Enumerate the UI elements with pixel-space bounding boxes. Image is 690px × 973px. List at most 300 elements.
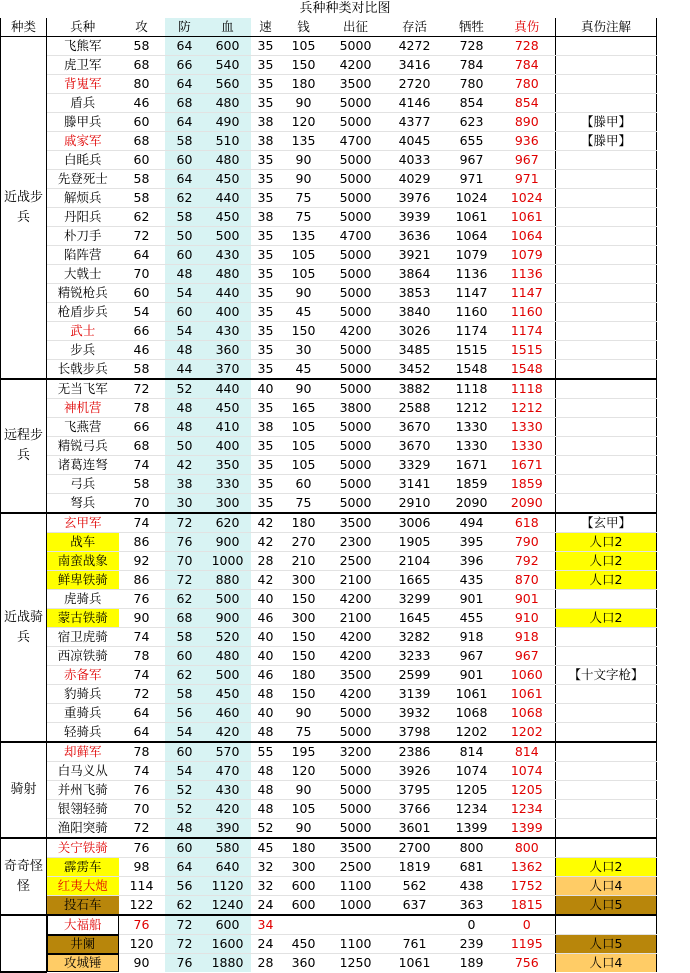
deploy-cell: 3500 — [327, 75, 385, 94]
note-cell — [556, 189, 657, 208]
hp-cell: 300 — [205, 494, 251, 514]
unit-name-cell: 轻骑兵 — [47, 723, 119, 743]
speed-cell: 40 — [251, 628, 281, 647]
cost-cell: 135 — [281, 132, 327, 151]
cost-cell: 90 — [281, 781, 327, 800]
defense-cell: 62 — [165, 590, 205, 609]
true-damage-cell: 1205 — [499, 781, 556, 800]
true-damage-cell: 756 — [514, 955, 539, 970]
note-cell: 人口2 — [556, 609, 657, 628]
defense-cell: 58 — [165, 685, 205, 704]
deploy-cell: 5000 — [327, 189, 385, 208]
table-row — [1, 227, 657, 246]
speed-cell: 38 — [251, 132, 281, 151]
true-damage-cell: 1064 — [499, 227, 556, 246]
note-cell — [556, 762, 657, 781]
speed-cell: 35 — [251, 56, 281, 75]
cost-cell: 90 — [281, 151, 327, 170]
attack-cell: 72 — [119, 819, 165, 839]
sacrifice-cell: 780 — [445, 75, 499, 94]
cost-cell: 105 — [281, 265, 327, 284]
note-cell — [556, 246, 657, 265]
true-damage-cell: 1202 — [499, 723, 556, 743]
table-row — [1, 246, 657, 265]
defense-cell: 50 — [165, 437, 205, 456]
cost-cell: 120 — [281, 113, 327, 132]
sacrifice-cell: 971 — [445, 170, 499, 189]
category-cell: 奇奇怪怪 — [1, 838, 47, 915]
survive-cell: 2386 — [385, 742, 445, 762]
speed-cell: 35 — [251, 189, 281, 208]
attack-cell: 74 — [119, 666, 165, 685]
defense-cell: 64 — [165, 37, 205, 56]
cost-cell: 300 — [281, 858, 327, 877]
true-damage-cell: 1174 — [499, 322, 556, 341]
unit-name-cell: 盾兵 — [47, 94, 119, 113]
defense-cell: 76 — [165, 954, 205, 973]
attack-cell: 46 — [119, 341, 165, 360]
unit-name-cell: 渔阳突骑 — [47, 819, 119, 839]
defense-cell: 76 — [165, 533, 205, 552]
sacrifice-cell: 1859 — [445, 475, 499, 494]
defense-cell: 54 — [165, 762, 205, 781]
deploy-cell: 5000 — [327, 418, 385, 437]
hp-cell: 430 — [205, 781, 251, 800]
survive-cell: 3798 — [385, 723, 445, 743]
deploy-cell: 5000 — [327, 704, 385, 723]
cost-cell: 180 — [281, 75, 327, 94]
defense-cell: 68 — [165, 609, 205, 628]
deploy-cell: 4200 — [327, 322, 385, 341]
defense-cell: 72 — [165, 915, 205, 935]
unit-name-cell: 背嵬军 — [47, 75, 119, 94]
sacrifice-cell: 435 — [445, 571, 499, 590]
note-cell — [556, 647, 657, 666]
unit-name-cell: 弩兵 — [47, 494, 119, 514]
table-row — [1, 75, 657, 94]
table-row — [1, 666, 657, 685]
sacrifice-cell: 1174 — [445, 322, 499, 341]
deploy-cell: 5000 — [327, 94, 385, 113]
attack-cell: 64 — [119, 246, 165, 265]
attack-cell: 80 — [119, 75, 165, 94]
hp-cell: 520 — [205, 628, 251, 647]
survive-cell: 3636 — [385, 227, 445, 246]
true-damage-cell: 967 — [499, 151, 556, 170]
table-row — [1, 533, 657, 552]
deploy-cell: 5000 — [327, 723, 385, 743]
note-cell — [556, 742, 657, 762]
survive-cell: 2910 — [385, 494, 445, 514]
sacrifice-cell: 1061 — [445, 685, 499, 704]
hp-cell: 1600 — [205, 935, 251, 954]
survive-cell: 3882 — [385, 379, 445, 399]
unit-name-cell: 霹雳车 — [47, 858, 119, 877]
defense-cell: 54 — [165, 322, 205, 341]
defense-cell: 50 — [165, 227, 205, 246]
speed-cell: 32 — [251, 877, 281, 896]
unit-name-cell: 大福船 — [47, 915, 119, 935]
unit-name-cell: 戚家军 — [47, 132, 119, 151]
hp-cell: 640 — [205, 858, 251, 877]
table-row — [1, 189, 657, 208]
header-cost: 钱 — [281, 18, 327, 37]
table-row — [1, 935, 657, 954]
table-row — [1, 552, 657, 571]
hp-cell: 1120 — [205, 877, 251, 896]
survive-cell: 761 — [385, 935, 445, 954]
survive-cell: 4029 — [385, 170, 445, 189]
survive-cell: 2720 — [385, 75, 445, 94]
header-true-damage: 真伤 — [499, 18, 556, 37]
note-cell — [556, 75, 657, 94]
table-row — [1, 723, 657, 743]
hp-cell: 330 — [205, 475, 251, 494]
header-deploy: 出征 — [327, 18, 385, 37]
survive-cell: 2599 — [385, 666, 445, 685]
header-attack: 攻 — [119, 18, 165, 37]
table-row — [1, 704, 657, 723]
note-cell — [556, 94, 657, 113]
sacrifice-cell: 1548 — [445, 360, 499, 380]
survive-cell: 637 — [385, 896, 445, 916]
cost-cell: 75 — [281, 189, 327, 208]
speed-cell: 48 — [251, 685, 281, 704]
hp-cell: 900 — [205, 609, 251, 628]
cost-cell: 195 — [281, 742, 327, 762]
note-cell: 人口4 — [556, 877, 657, 896]
defense-cell: 48 — [165, 341, 205, 360]
survive-cell: 3141 — [385, 475, 445, 494]
hp-cell: 450 — [205, 399, 251, 418]
survive-cell: 1061 — [398, 955, 431, 970]
speed-cell: 35 — [251, 246, 281, 265]
table-row — [1, 456, 657, 475]
deploy-cell: 1100 — [327, 877, 385, 896]
true-damage-cell: 967 — [499, 647, 556, 666]
note-cell: 人口2 — [556, 858, 657, 877]
survive-cell: 3921 — [385, 246, 445, 265]
true-damage-cell: 1061 — [499, 208, 556, 227]
sacrifice-cell: 438 — [445, 877, 499, 896]
sacrifice-cell: 655 — [445, 132, 499, 151]
speed-cell: 38 — [251, 113, 281, 132]
cost-cell: 45 — [281, 303, 327, 322]
true-damage-cell: 1195 — [499, 935, 556, 954]
cost-cell: 450 — [281, 935, 327, 954]
cost-cell: 150 — [281, 590, 327, 609]
deploy-cell: 1000 — [327, 896, 385, 916]
deploy-cell: 2300 — [327, 533, 385, 552]
speed-cell: 35 — [251, 303, 281, 322]
unit-name-cell: 无当飞军 — [47, 379, 119, 399]
speed-cell: 40 — [251, 647, 281, 666]
survive-cell: 4045 — [385, 132, 445, 151]
note-cell — [556, 208, 657, 227]
survive-cell: 1819 — [385, 858, 445, 877]
defense-cell: 66 — [165, 56, 205, 75]
unit-name-cell: 白眊兵 — [47, 151, 119, 170]
sacrifice-cell: 1074 — [445, 762, 499, 781]
sacrifice-cell: 189 — [459, 955, 484, 970]
attack-cell: 74 — [119, 762, 165, 781]
speed-cell: 38 — [251, 208, 281, 227]
attack-cell: 60 — [119, 284, 165, 303]
note-cell — [556, 838, 657, 858]
deploy-cell: 2100 — [327, 609, 385, 628]
sacrifice-cell: 918 — [445, 628, 499, 647]
unit-name-cell: 井阑 — [47, 935, 119, 954]
survive-cell: 3329 — [385, 456, 445, 475]
hp-cell: 420 — [205, 723, 251, 743]
hp-cell: 480 — [205, 647, 251, 666]
unit-name-cell: 长戟步兵 — [47, 360, 119, 380]
defense-cell: 52 — [165, 800, 205, 819]
unit-name-cell: 枪盾步兵 — [47, 303, 119, 322]
true-damage-cell: 890 — [499, 113, 556, 132]
true-damage-cell: 870 — [499, 571, 556, 590]
unit-name-cell: 重骑兵 — [47, 704, 119, 723]
sacrifice-cell: 967 — [445, 647, 499, 666]
deploy-cell: 5000 — [327, 456, 385, 475]
speed-cell: 28 — [251, 552, 281, 571]
survive-cell: 3926 — [385, 762, 445, 781]
category-cell: 近战骑兵 — [1, 513, 47, 742]
defense-cell: 60 — [165, 838, 205, 858]
sacrifice-cell: 363 — [445, 896, 499, 916]
attack-cell: 92 — [119, 552, 165, 571]
speed-cell: 35 — [251, 170, 281, 189]
true-damage-cell: 918 — [499, 628, 556, 647]
hp-cell: 580 — [205, 838, 251, 858]
attack-cell: 76 — [119, 838, 165, 858]
speed-cell: 35 — [251, 437, 281, 456]
note-cell — [556, 151, 657, 170]
note-cell — [556, 399, 657, 418]
cost-cell: 360 — [291, 955, 316, 970]
deploy-cell: 5000 — [327, 37, 385, 56]
sacrifice-cell: 681 — [445, 858, 499, 877]
cost-cell: 300 — [281, 571, 327, 590]
table-row — [1, 418, 657, 437]
speed-cell: 35 — [251, 399, 281, 418]
true-damage-cell: 1548 — [499, 360, 556, 380]
sacrifice-cell: 784 — [445, 56, 499, 75]
cost-cell: 210 — [281, 552, 327, 571]
cost-cell: 105 — [281, 456, 327, 475]
speed-cell: 42 — [251, 513, 281, 533]
note-cell — [556, 456, 657, 475]
attack-cell: 78 — [119, 399, 165, 418]
attack-cell: 66 — [119, 418, 165, 437]
speed-cell: 35 — [251, 456, 281, 475]
cost-cell: 180 — [281, 666, 327, 685]
cost-cell: 90 — [281, 819, 327, 839]
true-damage-cell: 901 — [499, 590, 556, 609]
hp-cell: 470 — [205, 762, 251, 781]
defense-cell: 64 — [165, 113, 205, 132]
deploy-cell: 5000 — [327, 113, 385, 132]
cost-cell: 270 — [281, 533, 327, 552]
defense-cell: 70 — [165, 552, 205, 571]
defense-cell: 52 — [165, 781, 205, 800]
deploy-cell: 3500 — [327, 838, 385, 858]
cost-cell: 150 — [281, 685, 327, 704]
survive-cell: 3601 — [385, 819, 445, 839]
unit-name-cell: 南蛮战象 — [47, 552, 119, 571]
unit-name-cell: 陷阵营 — [47, 246, 119, 265]
true-damage-cell: 800 — [499, 838, 556, 858]
sacrifice-cell: 1234 — [445, 800, 499, 819]
note-cell: 【滕甲】 — [556, 132, 657, 151]
note-cell — [556, 494, 657, 514]
hp-cell: 1000 — [205, 552, 251, 571]
survive-cell: 3766 — [385, 800, 445, 819]
note-cell: 人口2 — [556, 552, 657, 571]
hp-cell: 360 — [205, 341, 251, 360]
speed-cell: 35 — [251, 475, 281, 494]
true-damage-cell: 1060 — [499, 666, 556, 685]
sacrifice-cell: 854 — [445, 94, 499, 113]
hp-cell: 450 — [205, 685, 251, 704]
attack-cell: 70 — [119, 265, 165, 284]
deploy-cell: 5000 — [327, 170, 385, 189]
table-row — [1, 877, 657, 896]
sacrifice-cell: 1160 — [445, 303, 499, 322]
unit-name-cell: 飞熊军 — [47, 37, 119, 56]
note-cell — [556, 418, 657, 437]
table-row — [1, 838, 657, 858]
hp-cell: 600 — [205, 915, 251, 935]
attack-cell: 68 — [119, 56, 165, 75]
cost-cell: 165 — [281, 399, 327, 418]
hp-cell: 440 — [205, 189, 251, 208]
attack-cell: 58 — [119, 475, 165, 494]
true-damage-cell: 910 — [499, 609, 556, 628]
survive-cell: 3452 — [385, 360, 445, 380]
table-row — [1, 208, 657, 227]
hp-cell: 500 — [205, 590, 251, 609]
defense-cell: 60 — [165, 246, 205, 265]
deploy-cell: 1250 — [339, 955, 372, 970]
attack-cell: 58 — [119, 360, 165, 380]
table-row — [1, 437, 657, 456]
hp-cell: 1240 — [205, 896, 251, 916]
hp-cell: 500 — [205, 227, 251, 246]
defense-cell: 58 — [165, 132, 205, 151]
note-cell: 人口5 — [556, 935, 657, 954]
note-cell — [556, 819, 657, 839]
deploy-cell: 5000 — [327, 303, 385, 322]
category-cell: 骑射 — [1, 742, 47, 838]
attack-cell: 74 — [119, 513, 165, 533]
true-damage-cell: 1061 — [499, 685, 556, 704]
unit-name-cell: 并州飞骑 — [47, 781, 119, 800]
unit-name-cell: 大戟士 — [47, 265, 119, 284]
note-cell — [556, 437, 657, 456]
sacrifice-cell: 455 — [445, 609, 499, 628]
note-cell: 人口2 — [556, 571, 657, 590]
attack-cell: 86 — [119, 571, 165, 590]
unit-name-cell: 战车 — [47, 533, 119, 552]
attack-cell: 58 — [119, 37, 165, 56]
sacrifice-cell: 800 — [445, 838, 499, 858]
sacrifice-cell: 1064 — [445, 227, 499, 246]
cost-cell: 75 — [281, 494, 327, 514]
true-damage-cell: 1515 — [499, 341, 556, 360]
defense-cell: 68 — [165, 94, 205, 113]
table-row — [1, 685, 657, 704]
true-damage-cell: 1859 — [499, 475, 556, 494]
attack-cell: 86 — [119, 533, 165, 552]
table-row — [1, 858, 657, 877]
survive-cell: 3976 — [385, 189, 445, 208]
table-row — [1, 94, 657, 113]
attack-cell: 78 — [119, 647, 165, 666]
cost-cell: 60 — [281, 475, 327, 494]
hp-cell: 480 — [205, 265, 251, 284]
attack-cell: 120 — [119, 935, 165, 954]
sacrifice-cell: 1024 — [445, 189, 499, 208]
survive-cell: 4272 — [385, 37, 445, 56]
speed-cell: 46 — [251, 609, 281, 628]
deploy-cell: 5000 — [327, 437, 385, 456]
survive-cell: 1645 — [385, 609, 445, 628]
attack-cell: 64 — [119, 704, 165, 723]
cost-cell: 120 — [281, 762, 327, 781]
note-cell — [556, 723, 657, 743]
header-survive: 存活 — [385, 18, 445, 37]
true-damage-cell: 1160 — [499, 303, 556, 322]
deploy-cell: 5000 — [327, 151, 385, 170]
hp-cell: 1880 — [205, 954, 251, 973]
hp-cell: 350 — [205, 456, 251, 475]
table-row — [1, 513, 657, 533]
cost-cell — [281, 915, 327, 935]
survive-cell: 2700 — [385, 838, 445, 858]
unit-name-cell: 朴刀手 — [47, 227, 119, 246]
note-cell: 【玄甲】 — [556, 513, 657, 533]
speed-cell: 42 — [251, 533, 281, 552]
attack-cell: 122 — [119, 896, 165, 916]
true-damage-cell: 1234 — [499, 800, 556, 819]
defense-cell: 60 — [165, 742, 205, 762]
true-damage-cell: 1330 — [499, 418, 556, 437]
note-cell — [556, 379, 657, 399]
survive-cell: 3670 — [385, 437, 445, 456]
deploy-cell: 5000 — [327, 341, 385, 360]
sacrifice-cell: 1212 — [445, 399, 499, 418]
sacrifice-cell: 1399 — [445, 819, 499, 839]
survive-cell: 3939 — [385, 208, 445, 227]
survive-cell: 3282 — [385, 628, 445, 647]
cost-cell: 135 — [281, 227, 327, 246]
defense-cell: 42 — [165, 456, 205, 475]
hp-cell: 540 — [205, 56, 251, 75]
cost-cell: 90 — [281, 284, 327, 303]
note-cell — [556, 915, 657, 935]
survive-cell: 4033 — [385, 151, 445, 170]
deploy-cell: 3200 — [327, 742, 385, 762]
true-damage-cell: 1118 — [499, 379, 556, 399]
attack-cell: 58 — [119, 189, 165, 208]
hp-cell: 620 — [205, 513, 251, 533]
unit-name-cell: 先登死士 — [47, 170, 119, 189]
survive-cell: 3233 — [385, 647, 445, 666]
unit-name-cell: 虎骑兵 — [47, 590, 119, 609]
sacrifice-cell: 814 — [445, 742, 499, 762]
survive-cell: 3026 — [385, 322, 445, 341]
